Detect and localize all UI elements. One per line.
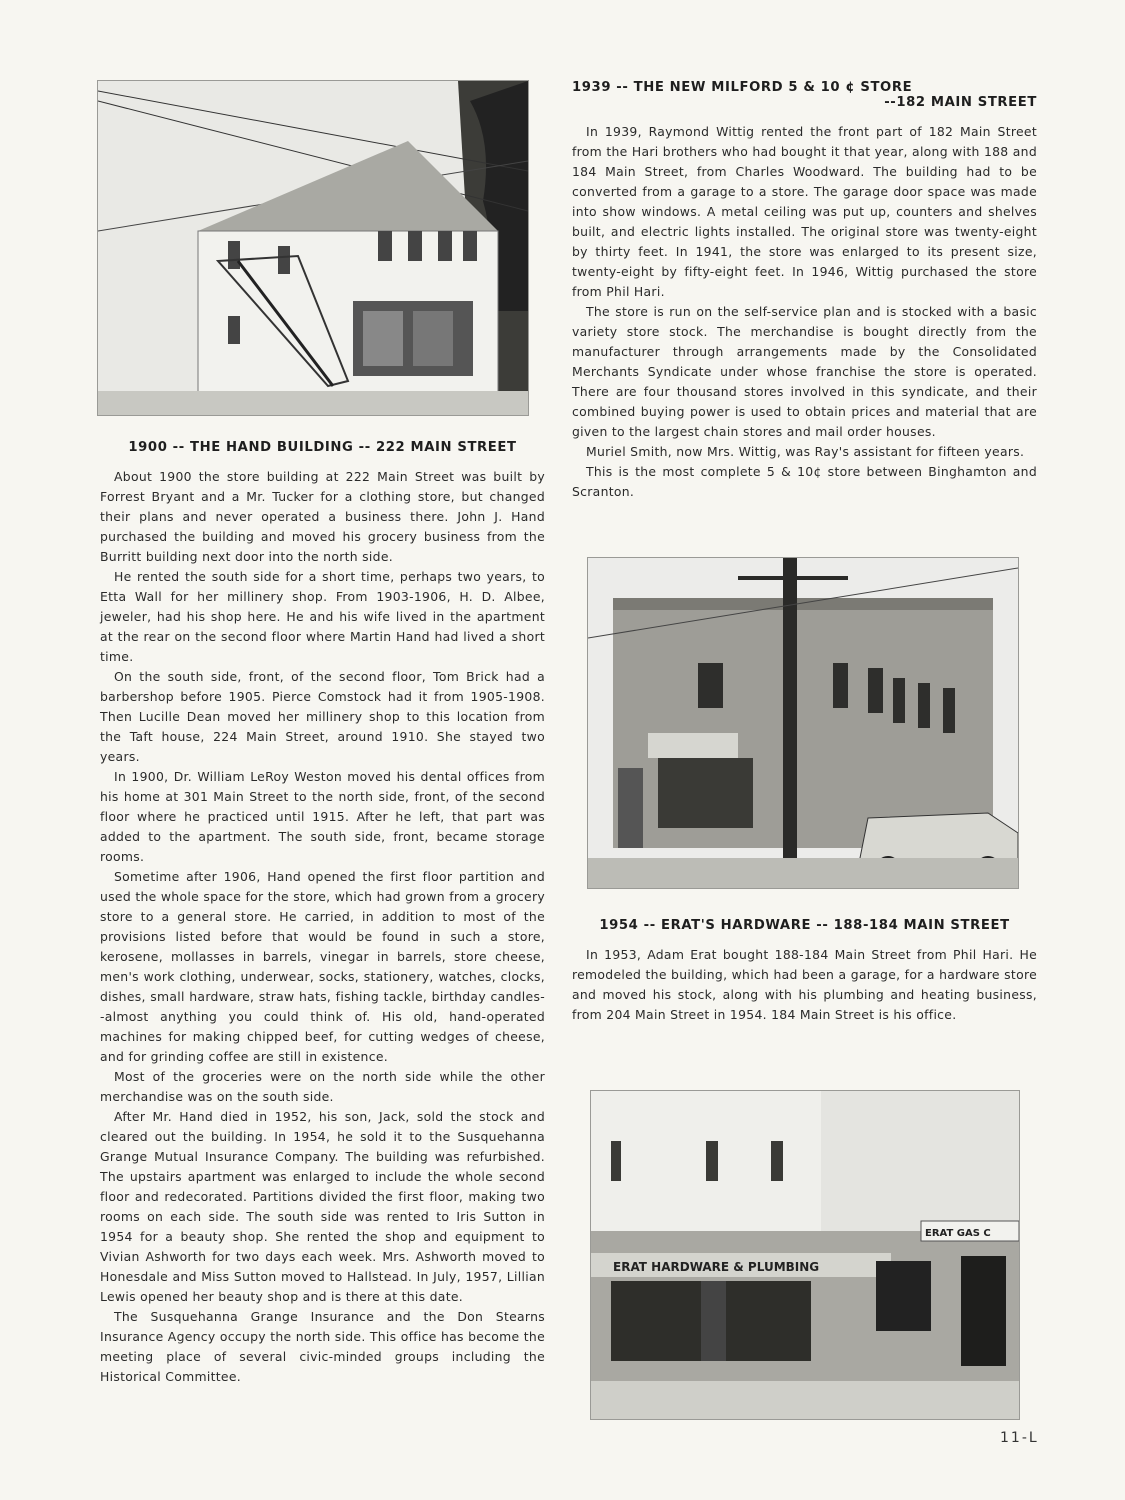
hardware-sign: ERAT HARDWARE & PLUMBING: [613, 1260, 820, 1274]
photo-erats-hardware: [590, 1090, 1020, 1420]
paragraph: Sometime after 1906, Hand opened the first floor partition and used the whole space for the store, which had grown from a grocery store to a general store. He carried, in addition to most of the provisions listed before that would be found in such a store, kerosene, mollasses in barrels, vinegar in barrels, store cheese, men's work clothing, underwear, socks, stationery, watches, clocks, dishes, small hardware, straw hats, fishing tackle, birthday candles--almost anything you could think of. His old, hand-operated machines for making chipped beef, for cutting wedges of cheese, and for grinding coffee are still in existence.: [100, 869, 545, 1064]
erats-hardware-article: [572, 918, 1037, 1025]
page-number: 11-L: [1000, 1430, 1039, 1446]
paragraph: About 1900 the store building at 222 Main Street was built by Forrest Bryant and a Mr. Tucker for a clothing store, but changed their plans and never operated a business there. John J. Hand purchased the building and moved his grocery business from the Burritt building next door into the north side.: [100, 469, 545, 564]
paragraph: Muriel Smith, now Mrs. Wittig, was Ray's assistant for fifteen years.: [586, 444, 1025, 459]
paragraph: This is the most complete 5 & 10¢ store between Binghamton and Scranton.: [572, 464, 1037, 499]
paragraph: In 1939, Raymond Wittig rented the front part of 182 Main Street from the Hari brothers who had bought it that year, along with 188 and 184 Main Street, from Charles Woodward. The building had to be converted from a garage to a store. The garage door space was made into show windows. A metal ceiling was put up, counters and shelves built, and electric lights installed. The original store was twenty-eight by thirty feet. In 1941, the store was enlarged to its present size, twenty-eight by fifty-eight feet. In 1946, Wittig purchased the store from Phil Hari.: [572, 124, 1037, 299]
photo-hand-building: [97, 80, 529, 416]
five-and-ten-article: [572, 80, 1037, 502]
paragraph: The Susquehanna Grange Insurance and the Don Stearns Insurance Agency occupy the north side. This office has become the meeting place of several civic-minded groups including the Historical Committee.: [100, 1309, 545, 1384]
heading-line-2: --182 MAIN STREET: [884, 95, 1037, 110]
paragraph: The store is run on the self-service plan and is stocked with a basic variety store stock. The merchandise is bought directly from the manufacturer through arrangements made by the Consolidated Merchants Syndicate under whose franchise the store is operated. There are four thousand stores involved in this syndicate, and their combined buying power is used to obtain prices and material that are given to the largest chain stores and mail order houses.: [572, 304, 1037, 439]
hand-building-article: [100, 440, 545, 1387]
paragraph: On the south side, front, of the second floor, Tom Brick had a barbershop before 1905. Pierce Comstock had it from 1905-1908. Then Lucille Dean moved her millinery shop to this location from the Taft house, 224 Main Street, around 1910. She stayed two years.: [100, 669, 545, 764]
paragraph: After Mr. Hand died in 1952, his son, Jack, sold the stock and cleared out the building. In 1954, he sold it to the Susquehanna Grange Mutual Insurance Company. The building was refurbished. The upstairs apartment was enlarged to include the whole second floor and redecorated. Partitions divided the first floor, making two rooms on each side. The south side was rented to Iris Sutton in 1954 for a beauty shop. She rented the shop and equipment to Vivian Ashworth for two days each week. Mrs. Ashworth moved to Honesdale and Miss Sutton moved to Hallstead. In July, 1957, Lillian Lewis opened her beauty shop and is there at this date.: [100, 1109, 545, 1304]
paragraph: Most of the groceries were on the north side while the other merchandise was on the south side.: [100, 1069, 545, 1104]
erats-hardware-heading: 1954 -- ERAT'S HARDWARE -- 188-184 MAIN STREET: [599, 918, 1010, 933]
paragraph: He rented the south side for a short time, perhaps two years, to Etta Wall for her millinery shop. From 1903-1906, H. D. Albee, jeweler, had his shop here. He and his wife lived in the apartment at the rear on the second floor where Martin Hand had lived a short time.: [100, 569, 545, 664]
photo-five-and-ten-building: [587, 557, 1019, 889]
paragraph: In 1900, Dr. William LeRoy Weston moved his dental offices from his home at 301 Main Street to the north side, front, of the second floor where he practiced until 1915. After he left, that part was added to the apartment. The south side, front, became storage rooms.: [100, 769, 545, 864]
erat-gas-sign: ERAT GAS C: [925, 1228, 991, 1239]
five-and-ten-heading: [572, 80, 1037, 110]
heading-line-1: 1939 -- THE NEW MILFORD 5 & 10 ¢ STORE: [572, 80, 913, 95]
hand-building-heading: 1900 -- THE HAND BUILDING -- 222 MAIN STREET: [128, 440, 517, 455]
paragraph: In 1953, Adam Erat bought 188-184 Main Street from Phil Hari. He remodeled the building, which had been a garage, for a hardware store and moved his stock, along with his plumbing and heating business, from 204 Main Street in 1954. 184 Main Street is his office.: [572, 947, 1037, 1022]
